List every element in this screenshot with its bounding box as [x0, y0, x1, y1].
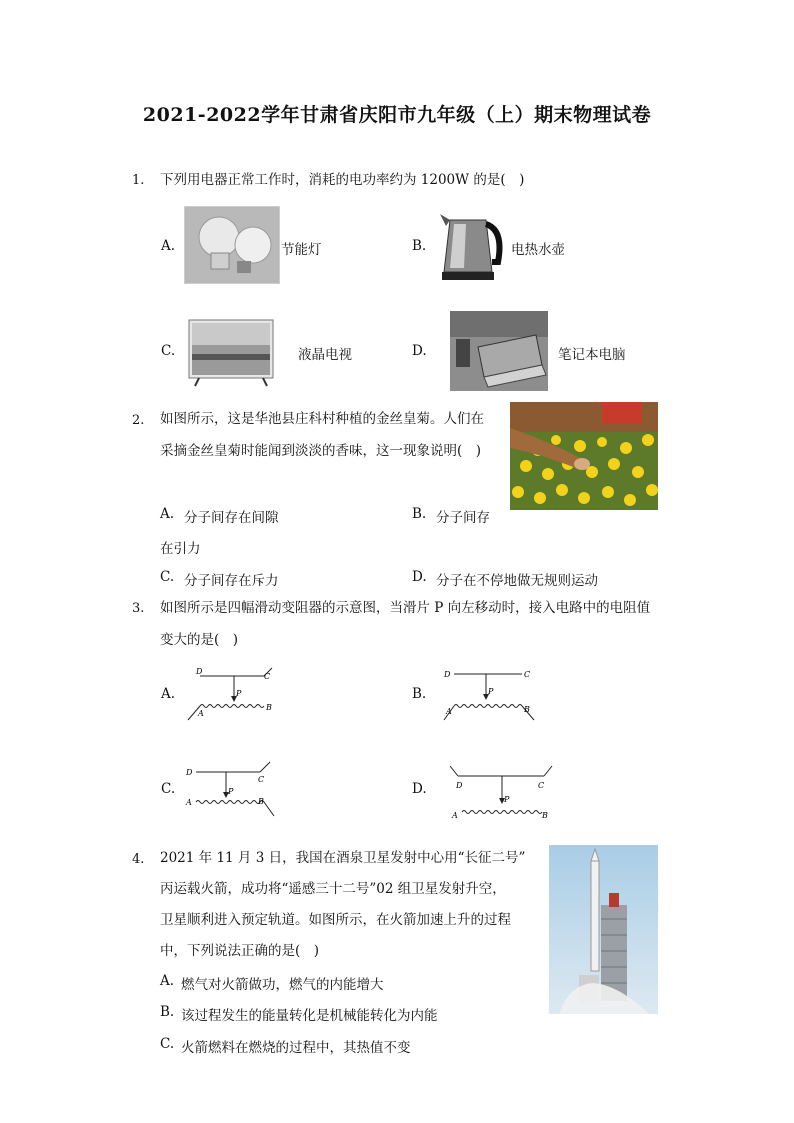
q3-option-d-letter[interactable]: D.	[412, 781, 427, 797]
label-b: B	[258, 797, 264, 806]
label-a: A	[198, 709, 204, 718]
q1-option-a-text: 节能灯	[281, 242, 322, 258]
q4-option-b-letter[interactable]: B.	[160, 1004, 175, 1020]
label-p: P	[504, 795, 510, 804]
question-2-stem-line-2: 采摘金丝皇菊时能闻到淡淡的香味，这一现象说明( )	[160, 443, 482, 459]
question-3-stem-line-2: 变大的是( )	[160, 632, 239, 648]
question-1-number: 1.	[132, 173, 145, 188]
kettle-drawing	[436, 206, 506, 284]
lcd-tv-image	[187, 314, 277, 388]
laptop-drawing	[450, 311, 548, 391]
q2-option-a-text: 分子间存在间隙	[184, 510, 279, 526]
q1-option-d-letter[interactable]: D.	[412, 343, 427, 359]
q4-option-a-text: 燃气对火箭做功，燃气的内能增大	[181, 977, 384, 993]
question-4-stem-line-1: 2021 年 11 月 3 日，我国在酒泉卫星发射中心用“长征二号”	[160, 850, 526, 866]
question-4-stem-line-4: 中，下列说法正确的是( )	[160, 943, 320, 959]
question-4-stem-line-2: 丙运载火箭，成功将“遥感三十二号”02 组卫星发射升空，	[160, 881, 506, 897]
label-c: C	[524, 670, 531, 679]
label-p: P	[236, 689, 242, 698]
q1-option-c-text: 液晶电视	[298, 347, 352, 363]
q2-option-c-text: 分子间存在斥力	[184, 573, 279, 589]
q2-option-a-letter[interactable]: A.	[160, 506, 175, 522]
q4-option-a-letter[interactable]: A.	[160, 973, 175, 989]
label-p: P	[228, 787, 234, 796]
label-c: C	[538, 781, 545, 790]
q2-option-b-text: 分子间存	[436, 510, 490, 526]
label-a: A	[446, 707, 452, 716]
rheostat-diagram-d	[446, 756, 558, 826]
q2-option-c-letter[interactable]: C.	[160, 569, 175, 585]
question-4-stem-line-3: 卫星顺利进入预定轨道。如图所示，在火箭加速上升的过程	[160, 912, 511, 928]
q2-option-b-text-wrap: 在引力	[160, 541, 201, 557]
q1-option-a-letter[interactable]: A.	[161, 238, 176, 254]
question-3-number: 3.	[132, 601, 145, 616]
rocket-launch-photo	[549, 845, 658, 1014]
label-d: D	[186, 768, 193, 777]
question-2-number: 2.	[132, 413, 145, 428]
label-c: C	[258, 775, 265, 784]
chrysanthemum-drawing	[510, 402, 658, 510]
q2-option-d-text: 分子在不停地做无规则运动	[436, 573, 598, 589]
rheostat-diagram-c	[184, 758, 284, 822]
label-d: D	[444, 670, 451, 679]
tv-drawing	[187, 314, 277, 388]
q4-option-c-letter[interactable]: C.	[160, 1036, 175, 1052]
question-1-stem: 下列用电器正常工作时，消耗的电功率约为 1200W 的是( )	[160, 172, 525, 188]
electric-kettle-image	[436, 206, 506, 284]
label-d: D	[196, 667, 203, 676]
chrysanthemum-photo	[510, 402, 658, 510]
bulb-drawing	[185, 207, 279, 283]
laptop-image	[450, 311, 548, 391]
question-3-stem-line-1: 如图所示是四幅滑动变阻器的示意图，当滑片 P 向左移动时，接入电路中的电阻值	[160, 600, 651, 616]
q2-option-d-letter[interactable]: D.	[412, 569, 427, 585]
q3-option-a-letter[interactable]: A.	[161, 686, 176, 702]
rheostat-diagram-a	[184, 662, 274, 724]
q1-option-b-letter[interactable]: B.	[412, 238, 427, 254]
label-p: P	[488, 687, 494, 696]
label-a: A	[186, 798, 192, 807]
page-title: 2021-2022学年甘肃省庆阳市九年级（上）期末物理试卷	[142, 104, 652, 126]
q3-option-b-letter[interactable]: B.	[412, 686, 427, 702]
question-4-number: 4.	[132, 852, 145, 867]
label-d: D	[456, 781, 463, 790]
q2-option-b-letter[interactable]: B.	[412, 506, 427, 522]
label-b: B	[266, 703, 272, 712]
q1-option-d-text: 笔记本电脑	[558, 347, 626, 363]
label-b: B	[542, 811, 548, 820]
label-b: B	[524, 705, 530, 714]
label-a: A	[452, 811, 458, 820]
q4-option-b-text: 该过程发生的能量转化是机械能转化为内能	[181, 1008, 438, 1024]
rocket-drawing	[549, 845, 658, 1014]
rheostat-diagram-b	[440, 664, 550, 724]
label-c: C	[264, 672, 271, 681]
q3-option-c-letter[interactable]: C.	[161, 781, 176, 797]
q1-option-c-letter[interactable]: C.	[161, 343, 176, 359]
q1-option-b-text: 电热水壶	[511, 242, 565, 258]
q4-option-c-text: 火箭燃料在燃烧的过程中，其热值不变	[181, 1040, 411, 1056]
energy-saving-bulb-image	[184, 206, 280, 284]
question-2-stem-line-1: 如图所示，这是华池县庄科村种植的金丝皇菊。人们在	[160, 411, 484, 427]
